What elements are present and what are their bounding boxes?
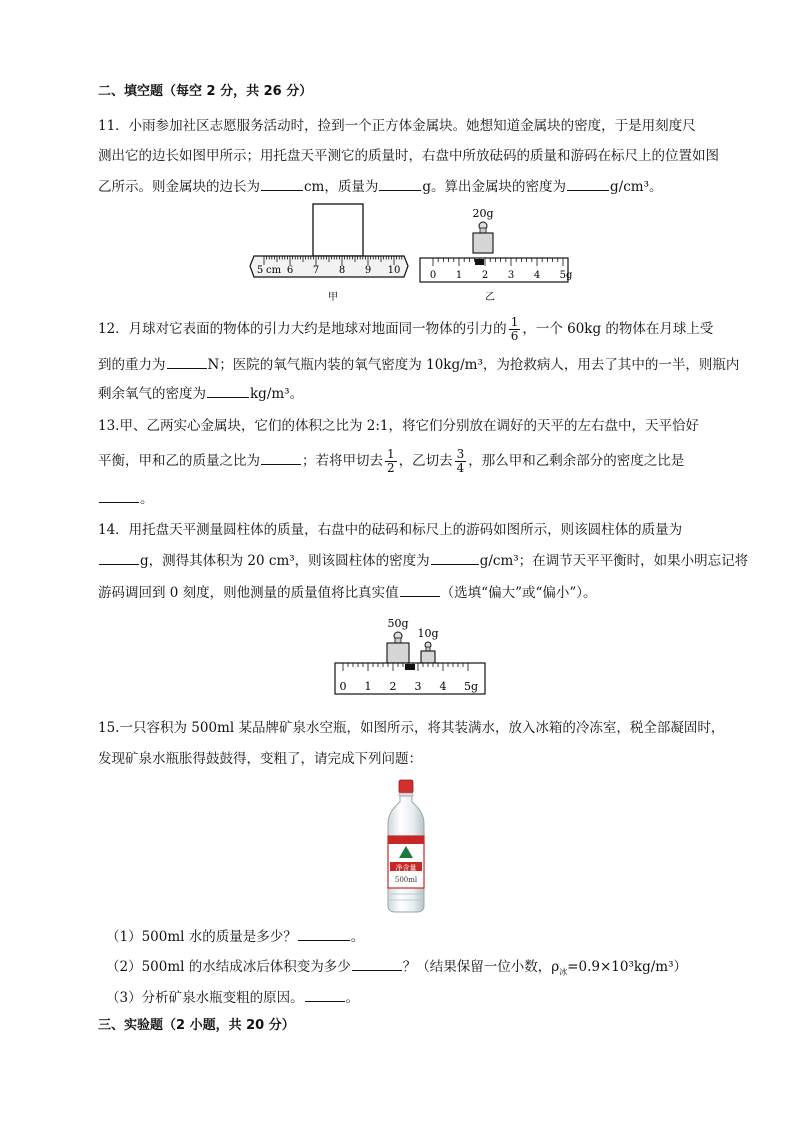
section-two-heading: 二、填空题（每空 2 分，共 26 分） — [98, 84, 313, 99]
q14-text-a: g，测得其体积为 20 cm³，则该圆柱体的密度为 — [140, 553, 430, 569]
caption-yi: 乙 — [485, 292, 495, 303]
q12-text-d: N；医院的氧气瓶内装的氧气密度为 10kg/m³，为抢救病人，用去了其中的一半，则瓶内 — [207, 357, 740, 373]
fraction-three-quarters: $\frac{3}{4}$ — [456, 447, 465, 475]
q15-s1-end: 。 — [350, 929, 365, 945]
ruler-tick-label: 10 — [387, 265, 401, 276]
q13-text-e: 。 — [140, 491, 154, 507]
q12-line-2 — [98, 354, 740, 375]
q15-line-2: 发现矿泉水瓶胀得鼓鼓得，变粗了，请完成下列问题： — [98, 751, 422, 767]
q12-blank-gravity[interactable] — [167, 354, 207, 369]
bottle-cap — [399, 780, 413, 793]
scale-tick-label: 2 — [481, 270, 489, 281]
ruler-unit-label: cm — [266, 265, 282, 276]
scale-tick-label: 3 — [507, 270, 515, 281]
q11-text-c: g。算出金属块的密度为 — [422, 179, 567, 195]
q11-line-2: 测出它的边长如图甲所示；用托盘天平测它的质量时，右盘中所放砝码的质量和游码在标尺上的位置如图 — [98, 148, 719, 164]
bottle-net-content-label: 净含量 — [395, 864, 417, 872]
weight-20g — [473, 222, 493, 253]
rider — [475, 259, 484, 265]
scale-tick-label: 4 — [439, 680, 447, 693]
q14-text-d: （选填“偏大”或“偏小”）。 — [440, 585, 597, 601]
q13-line-3 — [98, 488, 720, 509]
ruler-tick-label: 8 — [338, 265, 346, 276]
q11-text-b: cm，质量为 — [304, 179, 379, 195]
q14-blank-bias[interactable] — [400, 582, 440, 597]
q15-blank-mass[interactable] — [298, 926, 350, 941]
q15-sub-2 — [106, 956, 728, 983]
balance-scale-beam — [420, 258, 573, 282]
q15-s3-end: 。 — [345, 990, 360, 1006]
q14-line-3 — [98, 582, 720, 603]
ruler-tick-label: 7 — [312, 265, 320, 276]
q11-blank-mass[interactable] — [379, 176, 421, 191]
balance-scale-beam — [335, 663, 485, 694]
q11-line-3 — [98, 176, 720, 197]
q13-text-a: 平衡，甲和乙的质量之比为 — [98, 453, 260, 469]
q12-text-e: 剩余氧气的密度为 — [98, 386, 206, 402]
q13-blank-mass-ratio[interactable] — [261, 450, 301, 465]
q15-s2-text: （2）500ml 的水结成冰后体积变为多少 — [106, 959, 351, 975]
q11-text-d: g/cm³。 — [610, 179, 663, 195]
q14-text-c: 游码调回到 0 刻度，则他测量的质量值将比真实值 — [98, 585, 399, 601]
weight-50g-label: 50g — [387, 617, 409, 630]
q15-blank-reason[interactable] — [305, 987, 345, 1002]
q11-blank-edge[interactable] — [261, 176, 303, 191]
q12-text-c: 到的重力为 — [98, 357, 166, 373]
bottle-volume-label: 500ml — [394, 876, 418, 884]
q12-text-a: 12．月球对它表面的物体的引力大约是地球对地面同一物体的引力的 — [98, 321, 507, 337]
q14-line-2 — [98, 550, 749, 571]
section-three-heading: 三、实验题（2 小题，共 20 分） — [98, 1018, 295, 1033]
q14-blank-density[interactable] — [431, 550, 479, 565]
q15-s3-text: （3）分析矿泉水瓶变粗的原因。 — [106, 990, 304, 1006]
q13-line-1: 13.甲、乙两实心金属块，它们的体积之比为 2:1，将它们分别放在调好的天平的左右盘中，天平恰好 — [98, 418, 699, 434]
scale-tick-label: 3 — [414, 680, 422, 693]
q14-blank-mass[interactable] — [99, 550, 139, 565]
q15-s2-text-b: ？（结果保留一位小数，ρ — [402, 959, 560, 975]
q14-text-b: g/cm³；在调节天平平衡时，如果小明忘记将 — [479, 553, 749, 569]
metal-cube — [313, 204, 363, 256]
q15-s1-text: （1）500ml 水的质量是多少？ — [106, 929, 297, 945]
water-bottle-image — [382, 778, 430, 914]
q13-blank-density-ratio[interactable] — [99, 488, 139, 503]
weight-50g — [387, 632, 409, 663]
q13-line-2 — [98, 448, 720, 475]
scale-tick-label: 4 — [533, 270, 541, 281]
scale-tick-label: 1 — [364, 680, 372, 693]
q12-line-1 — [98, 316, 720, 343]
q12-line-3 — [98, 383, 720, 404]
q13-text-c: ，乙切去 — [398, 453, 453, 469]
scale-tick-label: 0 — [429, 270, 437, 281]
ruler — [250, 256, 408, 277]
scale-tick-label: 2 — [389, 680, 397, 693]
ruler-tick-label: 9 — [364, 265, 372, 276]
q12-text-f: kg/m³。 — [250, 386, 304, 402]
q11-line-1: 11．小雨参加社区志愿服务活动时，捡到一个正方体金属块。她想知道金属块的密度，于是用刻度尺 — [98, 118, 696, 134]
q15-s2-text-c: =0.9×10³kg/m³） — [567, 959, 687, 975]
q15-s2-subscript: 冰 — [559, 967, 568, 977]
ruler-tick-label: 6 — [286, 265, 294, 276]
q11-blank-density[interactable] — [567, 176, 609, 191]
q12-blank-density[interactable] — [207, 383, 249, 398]
q13-text-b: ；若将甲切去 — [302, 453, 383, 469]
caption-jia: 甲 — [328, 292, 338, 303]
scale-tick-label: 0 — [339, 680, 347, 693]
q14-line-1: 14．用托盘天平测量圆柱体的质量，右盘中的砝码和标尺上的游码如图所示，则该圆柱体的质量为 — [98, 522, 683, 538]
rider — [405, 664, 415, 670]
q14-figure — [330, 612, 496, 700]
q15-sub-1 — [106, 926, 728, 947]
weight-20g-label: 20g — [472, 207, 494, 220]
scale-tick-label: 5g — [463, 680, 479, 693]
q11-text-a: 乙所示。则金属块的边长为 — [98, 179, 260, 195]
scale-tick-label: 1 — [455, 270, 463, 281]
ruler-tick-label: 5 — [256, 265, 264, 276]
q12-text-b: ，一个 60kg 的物体在月球上受 — [522, 321, 714, 337]
q13-text-d: ，那么甲和乙剩余部分的密度之比是 — [468, 453, 685, 469]
scale-tick-label: 5g — [559, 270, 573, 281]
weight-10g-label: 10g — [417, 627, 439, 640]
q15-blank-ice-volume[interactable] — [352, 956, 402, 971]
q15-sub-3 — [106, 987, 728, 1008]
weight-10g — [421, 642, 435, 663]
fraction-one-half: $\frac{1}{2}$ — [387, 447, 395, 475]
q11-figure — [240, 200, 580, 306]
q15-line-1: 15.一只容积为 500ml 某品牌矿泉水空瓶，如图所示，将其装满水，放入冰箱的冷冻室，税全部凝固时， — [98, 720, 725, 736]
fraction-one-sixth: $\frac{1}{6}$ — [510, 315, 519, 343]
